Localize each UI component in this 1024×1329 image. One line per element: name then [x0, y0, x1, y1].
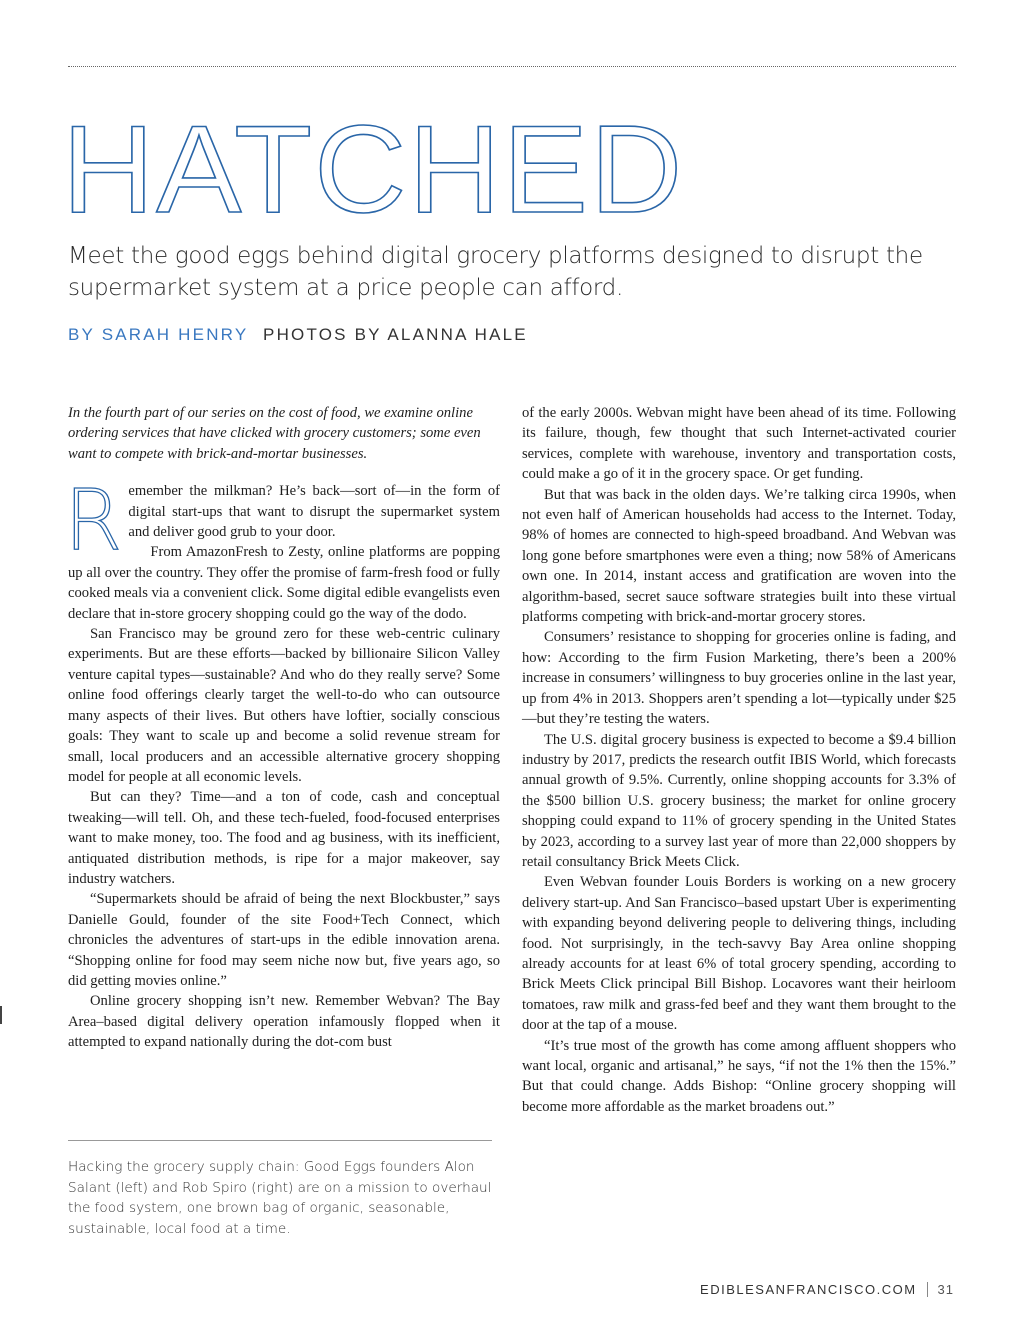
photo-caption: Hacking the grocery supply chain: Good Eggs founders Alon Salant (left) and Rob Spiro (right) are on a mission to overhaul the food system, one brown bag of organic, seasonable, sustainable, local food at a time.: [68, 1159, 492, 1237]
article-paragraph: The U.S. digital grocery business is expected to become a $9.4 billion industry by 2017, predicts the research outfit IBIS World, which forecasts annual growth of 9.5%. Currently, online shopping accounts for 3.3% of the $500 billion U.S. grocery business; the market for online grocery shopping could expand to 11% of grocery spending in the United States by 2023, according to a survey last year of more than 22,000 shoppers by retail consultancy Brick Meets Click.: [522, 731, 956, 870]
article-paragraph: Even Webvan founder Louis Borders is working on a new grocery delivery start-up. And San Francisco–based upstart Uber is experimenting with expanding beyond delivering people to delivering things, including food. Not surprisingly, in the tech-savvy Bay Area online shopping already accounts for at least 6% of total grocery spending, according to Brick Meets Click principal Bill Bishop. Locavores want their heirloom tomatoes, raw milk and grass-fed beef and they want them brought to the door at the tap of a mouse.: [522, 874, 956, 1034]
article-title: HATCHED: [62, 101, 685, 239]
drop-cap: R: [64, 471, 123, 570]
page-number: 31: [937, 1282, 954, 1297]
article-paragraph: “It’s true most of the growth has come among affluent shoppers who want local, organic and artisanal,” he says, “if not the 1% then the 15%.” But that could change. Adds Bishop: “Online grocery shopping will become more affordable as the market broadens out.”: [522, 1037, 956, 1115]
byline-author: BY SARAH HENRY: [68, 325, 249, 344]
first-paragraph-text: emember the milkman? He’s back—sort of—in the form of digital start-ups that want to disrupt the supermarket system and deliver good grub to your door.: [128, 483, 500, 541]
article-paragraph: Consumers’ resistance to shopping for groceries online is fading, and how: According to the firm Fusion Marketing, there’s been a 200% increase in consumers’ willingness to buy groceries online in the last year, up from 4% in 2013. Shoppers aren’t spending a lot—typically under $25—but they’re testing the waters.: [522, 629, 956, 728]
article-intro: In the fourth part of our series on the cost of food, we examine online ordering services that have clicked with grocery customers; some even want to compete with brick-and-mortar businesses.: [68, 405, 481, 462]
article-column-right: [522, 403, 956, 1117]
article-paragraph: “Supermarkets should be afraid of being the next Blockbuster,” says Danielle Gould, founder of the site Food+Tech Connect, which chronicles the adventures of start-ups in the edible innovation arena. “Shopping online for food may seem niche now but, five years ago, so did getting movies online.”: [68, 891, 500, 989]
article-deck: Meet the good eggs behind digital grocery platforms designed to disrupt the supermarket system at a price people can afford.: [68, 243, 923, 301]
byline-photos: PHOTOS BY ALANNA HALE: [263, 325, 528, 344]
footer-site-url: EDIBLESANFRANCISCO.COM: [700, 1282, 917, 1297]
top-dotted-rule: [68, 66, 956, 67]
article-paragraph: Online grocery shopping isn’t new. Remember Webvan? The Bay Area–based digital delivery operation infamously flopped when it attempted to expand nationally during the dot-com bust: [68, 993, 500, 1051]
article-paragraph-continued: of the early 2000s. Webvan might have been ahead of its time. Following its failure, though, few thought that such Internet-activated courier services, complete with warehouse, inventory and transportation costs, could make a go of it in the grocery space. Or get funding.: [522, 405, 956, 483]
article-paragraph: But can they? Time—and a ton of code, cash and conceptual tweaking—will tell. Oh, and these tech-fueled, food-focused enterprises want to make money, too. The food and ag business, with its inefficient, antiquated distribution methods, is ripe for a major makeover, say industry watchers.: [68, 789, 500, 887]
footer-separator: [927, 1282, 928, 1297]
article-paragraph: But that was back in the olden days. We’re talking circa 1990s, when not even half of American households had access to the Internet. Today, 98% of homes are connected to high-speed broadband. And Webvan was long gone before smartphones were even a thing; now 58% of Americans own one. In 2014, instant access and gratification are woven into the algorithm-based, secret sauce software strategies built into these virtual platforms competing with brick-and-mortar grocery stores.: [522, 486, 956, 626]
page-footer: [700, 1282, 954, 1297]
caption-divider: [68, 1140, 492, 1141]
article-paragraph: From AmazonFresh to Zesty, online platforms are popping up all over the country. They offer the promise of farm-fresh food or fully cooked meals via a convenient click. Some digital edible evangelists even declare that in-store grocery shopping could go the way of the dodo.: [68, 544, 500, 622]
article-paragraph-first: [64, 471, 500, 570]
article-column-left: [64, 403, 500, 1053]
byline: [68, 325, 528, 345]
page-edge-mark: [0, 1006, 2, 1024]
article-paragraph: San Francisco may be ground zero for these web-centric culinary experiments. But are these efforts—backed by billionaire Silicon Valley venture capital types—sustainable? And who do they really serve? Some online food offerings clearly target the well-to-do who can outsource many aspects of their lives. But others have loftier, socially conscious goals: They want to scale up and become a solid revenue stream for small, local producers and an accessible alternative grocery shopping model for people at all economic levels.: [68, 626, 500, 785]
